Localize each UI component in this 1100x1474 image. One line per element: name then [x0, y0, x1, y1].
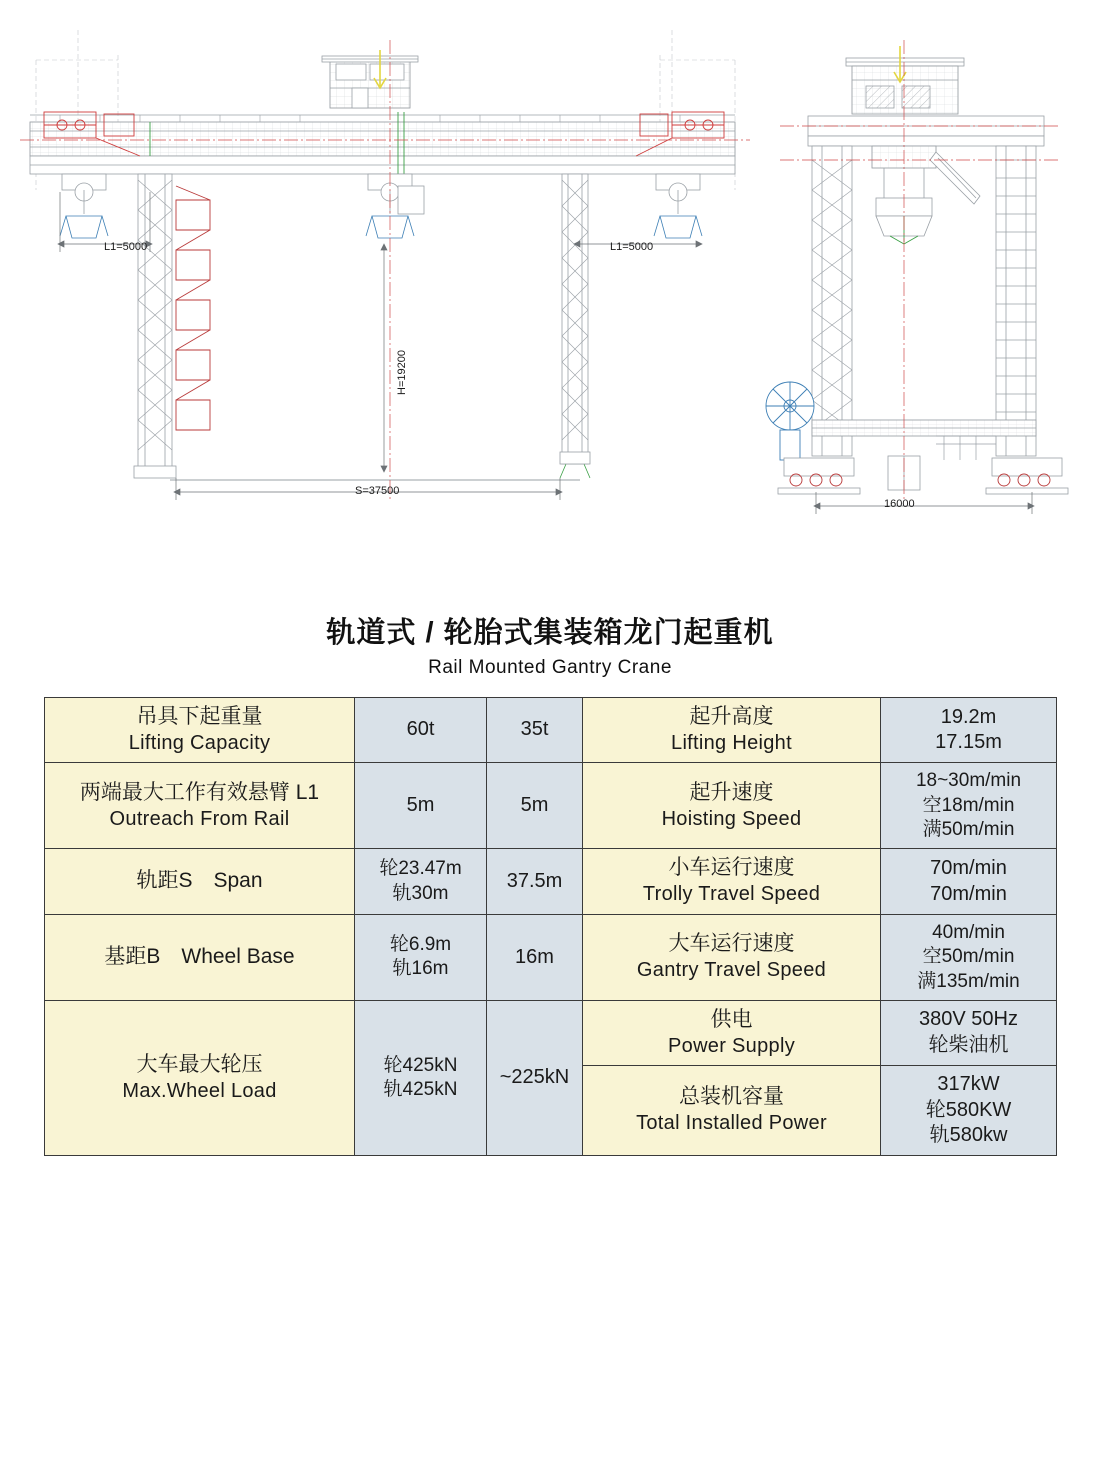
value: 空18m/min [922, 794, 1015, 816]
side-right-column [996, 146, 1036, 456]
label-en: Outreach From Rail [109, 807, 290, 830]
cell-max-wheel-load-v2 [487, 1000, 583, 1155]
cell-lifting-capacity-v2 [487, 698, 583, 763]
label-en: Lifting Capacity [128, 731, 271, 754]
spreader-left [60, 174, 108, 238]
cell-max-wheel-load-v1 [355, 1000, 487, 1155]
table-row [45, 849, 1057, 914]
cell-hoisting-speed-values [881, 763, 1057, 849]
page-title-block [0, 610, 1100, 679]
side-elevation [766, 40, 1068, 514]
label-cn: 两端最大工作有效悬臂 L1 [79, 780, 320, 804]
label-cn: 总装机容量 [679, 1085, 784, 1109]
value: 轨16m [392, 958, 449, 980]
table-row [45, 698, 1057, 763]
value: 轨30m [392, 882, 449, 904]
label-cn: 吊具下起重量 [136, 705, 263, 728]
value: 轮6.9m [389, 934, 452, 956]
cell-trolley-speed-values [881, 849, 1057, 914]
cell-span-v1 [355, 849, 487, 914]
label-cn: 起升速度 [689, 780, 774, 804]
cell-lifting-height-values [881, 698, 1057, 763]
cell-total-installed-power-values [881, 1066, 1057, 1156]
label-en: Trolly Travel Speed [642, 883, 821, 906]
dimension-lines-side [814, 492, 1034, 514]
row-label-lifting-capacity [45, 698, 355, 763]
row-label-gantry-speed [583, 914, 881, 1000]
value: 5m [406, 794, 435, 817]
bogies [778, 456, 1068, 494]
value: 轮柴油机 [928, 1034, 1009, 1057]
dim-label-span: S=37500 [355, 485, 400, 497]
cable-reel [766, 382, 814, 460]
row-label-wheel-base [45, 914, 355, 1000]
technical-drawing [0, 0, 1100, 580]
value: 17.15m [935, 731, 1002, 754]
spreader-center [366, 174, 424, 238]
row-label-total-installed-power [583, 1066, 881, 1156]
side-access-stair [936, 436, 996, 460]
cell-outreach-v2 [487, 763, 583, 849]
label-cn: 轨距S Span [136, 869, 263, 893]
value: 空50m/min [922, 946, 1015, 968]
specification-table [44, 697, 1057, 1156]
value: 60t [406, 718, 435, 741]
row-label-hoisting-speed [583, 763, 881, 849]
value: 轮23.47m [379, 858, 462, 880]
dim-label-base: 16000 [884, 498, 915, 510]
value: 5m [520, 794, 549, 817]
label-cn: 大车运行速度 [668, 932, 795, 956]
cell-wheel-base-v1 [355, 914, 487, 1000]
dim-label-height: H=19200 [396, 350, 408, 395]
label-en: Power Supply [668, 1034, 795, 1057]
value: 18~30m/min [915, 770, 1022, 792]
specification-table-wrapper [44, 697, 1056, 1156]
table-row [45, 914, 1057, 1000]
value: 35t [520, 718, 549, 741]
cell-span-v2 [487, 849, 583, 914]
dim-label-l1-left: L1=5000 [104, 241, 148, 253]
front-elevation [20, 30, 750, 500]
label-en: Gantry Travel Speed [636, 958, 827, 981]
dim-label-l1-right: L1=5000 [610, 241, 654, 253]
row-label-max-wheel-load [45, 1000, 355, 1155]
side-left-column [812, 146, 852, 456]
row-label-trolley-speed [583, 849, 881, 914]
label-cn: 基距B Wheel Base [104, 944, 295, 968]
label-en: Total Installed Power [636, 1112, 827, 1135]
row-label-lifting-height [583, 698, 881, 763]
access-stair [176, 186, 210, 430]
label-cn: 大车最大轮压 [136, 1052, 263, 1076]
spreader-right [654, 174, 702, 238]
value: 37.5m [506, 869, 563, 892]
value: 70m/min [930, 882, 1007, 905]
value: 40m/min [932, 921, 1005, 943]
value: 轮425kN [383, 1054, 458, 1076]
value: 317kW [937, 1073, 1000, 1096]
table-row [45, 1000, 1057, 1065]
value: 轨580kw [929, 1124, 1008, 1147]
label-en: Max.Wheel Load [122, 1079, 277, 1102]
value: 轮580KW [925, 1098, 1012, 1121]
crane-elevation-drawings [0, 0, 1100, 580]
right-leg [560, 174, 590, 478]
value: 满135m/min [917, 970, 1020, 992]
cell-lifting-capacity-v1 [355, 698, 487, 763]
side-trolley [872, 146, 980, 244]
row-label-power-supply [583, 1000, 881, 1065]
label-cn: 小车运行速度 [668, 856, 795, 880]
value: 380V 50Hz [919, 1008, 1018, 1031]
value: ~225kN [499, 1066, 570, 1089]
value: 16m [515, 945, 554, 968]
label-cn: 起升高度 [689, 705, 774, 728]
page-title-en: Rail Mounted Gantry Crane [428, 657, 672, 678]
table-row [45, 763, 1057, 849]
left-leg [134, 174, 210, 478]
page-title-cn: 轨道式 / 轮胎式集装箱龙门起重机 [326, 617, 774, 649]
centerlines-front [20, 40, 750, 500]
value: 19.2m [940, 705, 997, 728]
row-label-span [45, 849, 355, 914]
value: 轨425kN [383, 1078, 458, 1100]
label-cn: 供电 [710, 1007, 753, 1031]
cell-wheel-base-v2 [487, 914, 583, 1000]
label-en: Hoisting Speed [661, 807, 802, 830]
value: 满50m/min [922, 819, 1015, 841]
value: 70m/min [930, 857, 1007, 880]
cell-outreach-v1 [355, 763, 487, 849]
cell-power-supply-values [881, 1000, 1057, 1065]
row-label-outreach [45, 763, 355, 849]
label-en: Lifting Height [671, 731, 792, 754]
cell-gantry-speed-values [881, 914, 1057, 1000]
